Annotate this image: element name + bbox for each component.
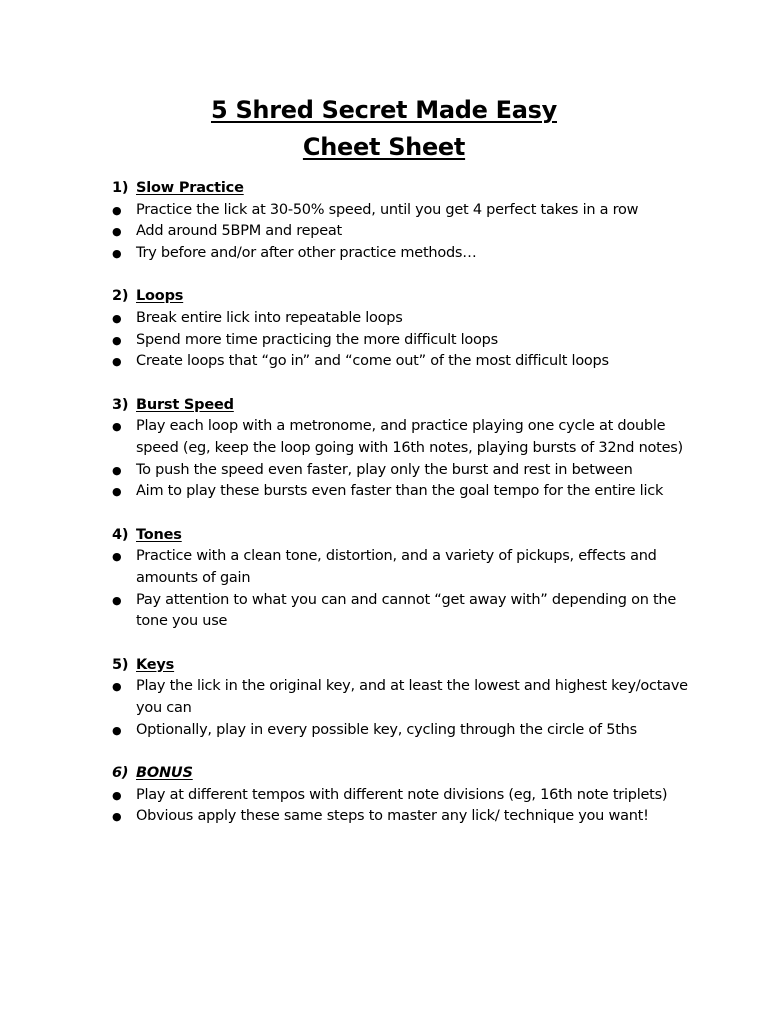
list-item	[112, 200, 692, 222]
list-item	[112, 416, 692, 459]
list-item	[112, 481, 692, 503]
section-number: 3)	[112, 396, 129, 413]
bullet-dot-icon: ●	[112, 203, 122, 217]
section-number: 4)	[112, 526, 129, 543]
bullet-text: Play the lick in the original key, and at least the lowest and highest key/octave you can	[136, 678, 688, 717]
section-title: Burst Speed	[136, 396, 234, 413]
section-number: 5)	[112, 656, 129, 673]
section-number: 1)	[112, 180, 129, 196]
bullet-text: Pay attention to what you can and cannot “get away with” depending on the tone you use	[136, 591, 677, 630]
section-title: BONUS	[136, 764, 193, 781]
bullet-list	[112, 785, 692, 828]
bullet-dot-icon: ●	[112, 593, 122, 607]
section	[112, 178, 692, 265]
bullet-dot-icon: ●	[112, 420, 122, 434]
bullet-list	[112, 308, 692, 373]
bullet-dot-icon: ●	[112, 333, 122, 347]
list-item	[112, 806, 692, 828]
sections-container	[112, 178, 692, 850]
bullet-text: Create loops that “go in” and “come out” of the most difficult loops	[136, 353, 609, 370]
list-item	[112, 330, 692, 352]
list-item	[112, 308, 692, 330]
bullet-text: Break entire lick into repeatable loops	[136, 310, 403, 327]
bullet-dot-icon: ●	[112, 312, 122, 326]
bullet-text: To push the speed even faster, play only the burst and rest in between	[136, 461, 633, 478]
section-heading	[112, 655, 692, 677]
bullet-text: Aim to play these bursts even faster than the goal tempo for the entire lick	[136, 483, 664, 500]
bullet-dot-icon: ●	[112, 247, 122, 261]
bullet-text: Add around 5BPM and repeat	[136, 223, 342, 240]
section	[112, 525, 692, 634]
document-title: 5 Shred Secret Made Easy	[210, 96, 557, 124]
list-item	[112, 546, 692, 589]
section-title: Tones	[136, 526, 182, 543]
section-heading	[112, 286, 692, 308]
bullet-text: Optionally, play in every possible key, cycling through the circle of 5ths	[136, 721, 637, 738]
list-item	[112, 460, 692, 482]
section	[112, 286, 692, 373]
list-item	[112, 221, 692, 243]
bullet-dot-icon: ●	[112, 810, 122, 824]
section-title: Loops	[136, 288, 184, 305]
bullet-list	[112, 676, 692, 741]
section-title: Keys	[136, 656, 175, 673]
bullet-text: Spend more time practicing the more difficult loops	[136, 331, 498, 348]
section	[112, 763, 692, 828]
bullet-text: Obvious apply these same steps to master any lick/ technique you want!	[136, 808, 649, 825]
bullet-dot-icon: ●	[112, 355, 122, 369]
bullet-text: Practice the lick at 30-50% speed, until you get 4 perfect takes in a row	[136, 201, 639, 218]
list-item	[112, 243, 692, 265]
bullet-text: Practice with a clean tone, distortion, and a variety of pickups, effects and amounts of gain	[136, 548, 657, 587]
bullet-dot-icon: ●	[112, 463, 122, 477]
title-block	[0, 92, 768, 166]
bullet-dot-icon: ●	[112, 788, 122, 802]
bullet-dot-icon: ●	[112, 485, 122, 499]
bullet-list	[112, 546, 692, 633]
bullet-text: Play each loop with a metronome, and practice playing one cycle at double speed (eg, keep the loop going with 16th notes, playing bursts of 32nd notes)	[136, 418, 683, 457]
section-title: Slow Practice	[136, 180, 244, 196]
section-heading	[112, 395, 692, 417]
section-heading	[112, 525, 692, 547]
section	[112, 395, 692, 504]
bullet-list	[112, 416, 692, 503]
section-number: 2)	[112, 288, 129, 305]
bullet-text: Try before and/or after other practice methods…	[136, 245, 477, 262]
bullet-dot-icon: ●	[112, 550, 122, 564]
bullet-dot-icon: ●	[112, 225, 122, 239]
bullet-list	[112, 200, 692, 265]
section-heading	[112, 763, 692, 785]
bullet-dot-icon: ●	[112, 680, 122, 694]
bullet-text: Play at different tempos with different note divisions (eg, 16th note triplets)	[136, 786, 668, 803]
list-item	[112, 785, 692, 807]
list-item	[112, 676, 692, 719]
section-number: 6)	[112, 764, 129, 781]
list-item	[112, 351, 692, 373]
list-item	[112, 720, 692, 742]
list-item	[112, 590, 692, 633]
section-heading	[112, 178, 692, 200]
bullet-dot-icon: ●	[112, 723, 122, 737]
section	[112, 655, 692, 742]
document-subtitle: Cheet Sheet	[302, 133, 466, 161]
